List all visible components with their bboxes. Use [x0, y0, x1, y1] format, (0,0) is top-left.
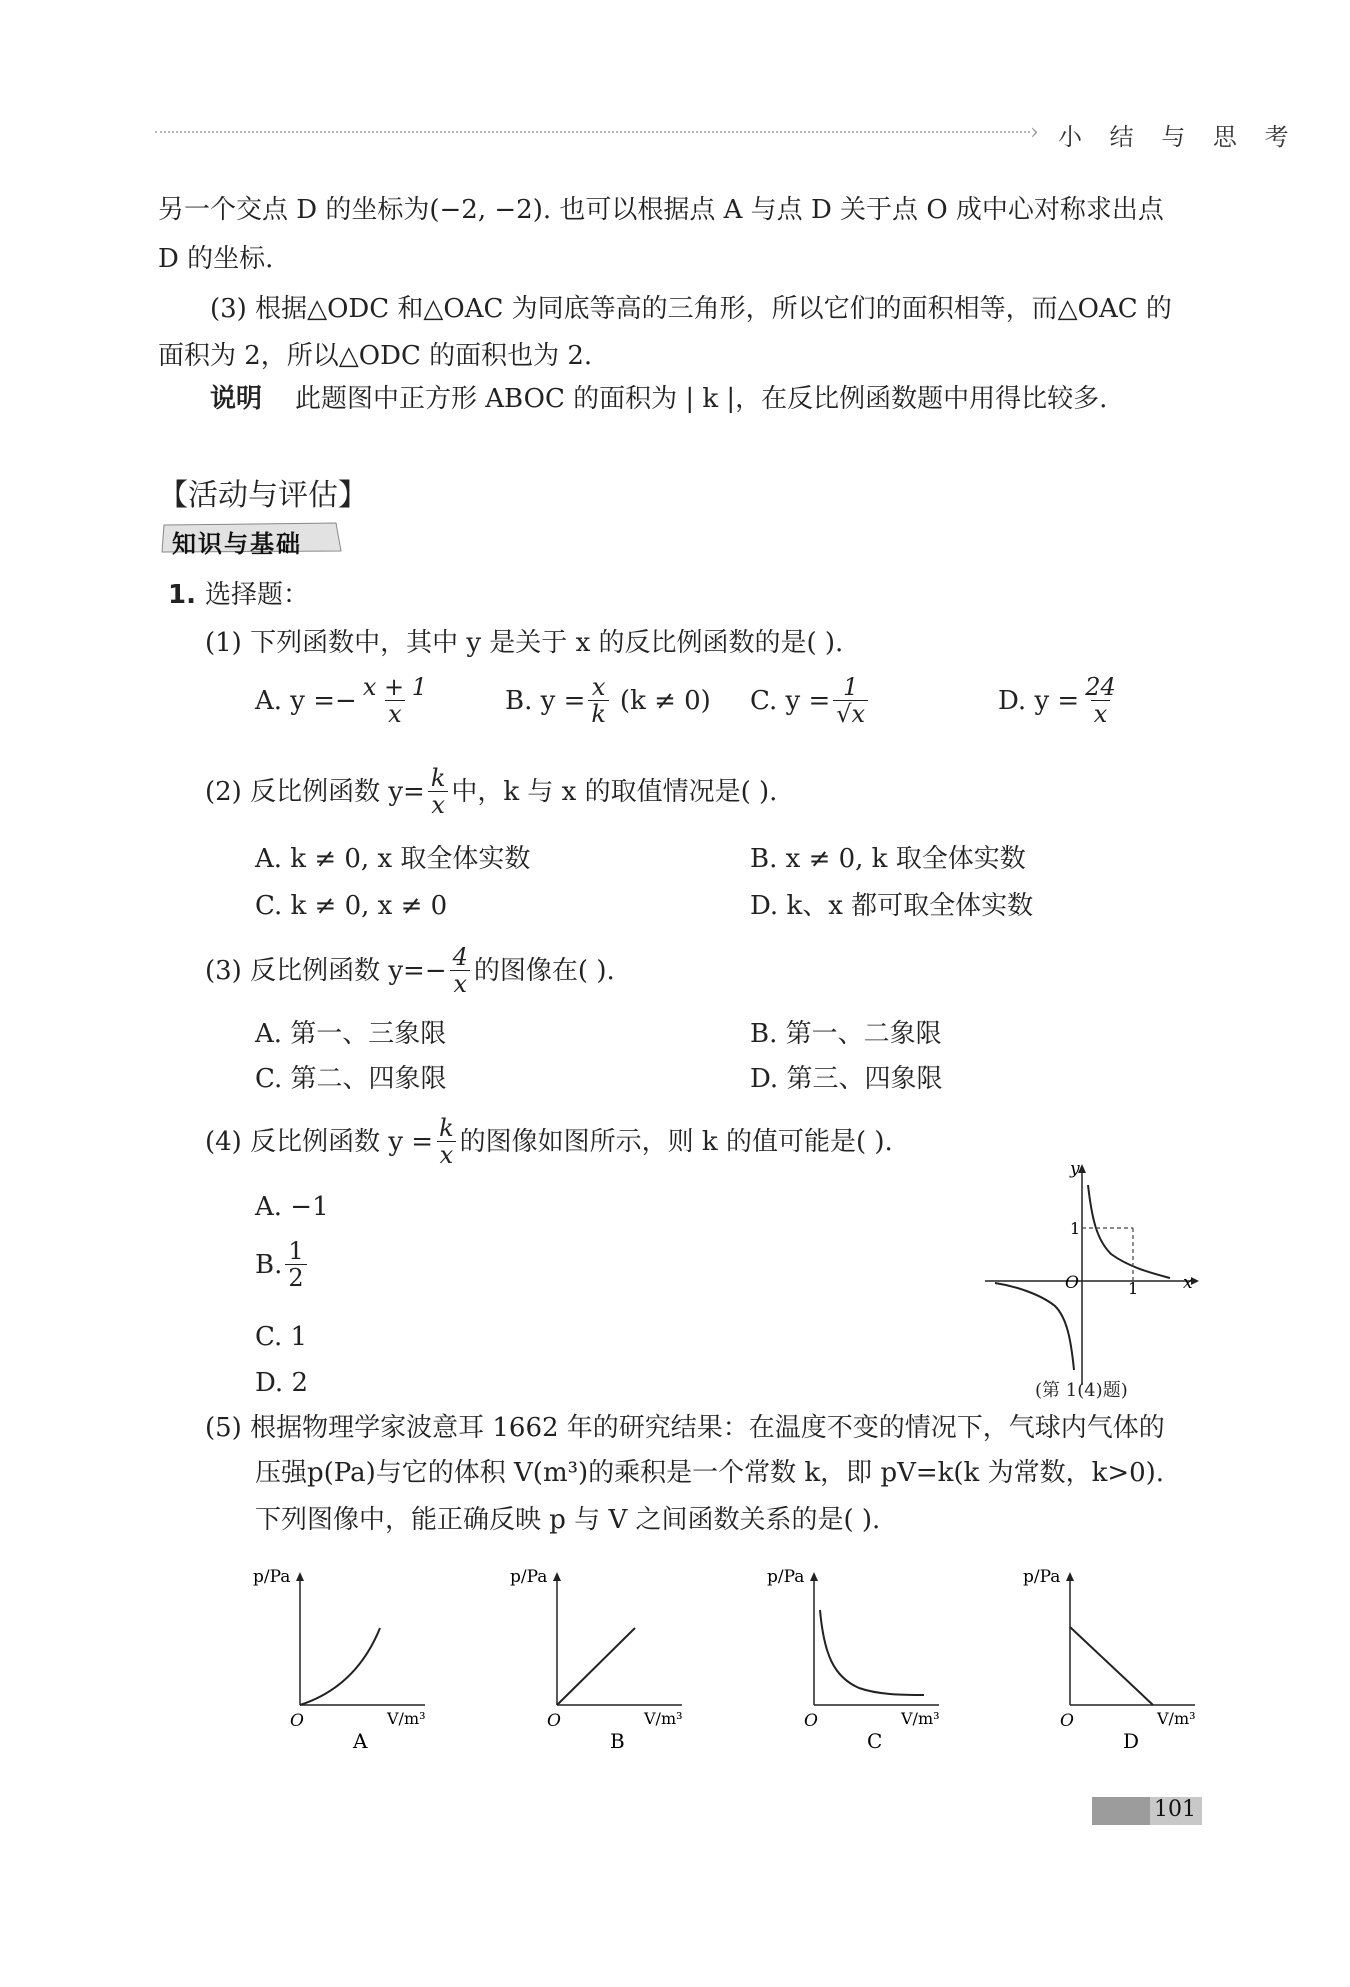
q1-5-graph-b	[507, 1560, 697, 1760]
q1-5-graph-b-y-arrow-icon	[553, 1572, 561, 1581]
note-label: 说明	[210, 384, 263, 414]
q1-4-option-d: D. 2	[255, 1368, 308, 1398]
section-badge-label: 知识与基础	[172, 530, 302, 558]
q1-5-graph-a	[250, 1560, 440, 1760]
q1-4-option-a: A. −1	[255, 1192, 329, 1222]
q1-2-stem-fraction	[428, 765, 449, 819]
q1-4-stem-fraction	[436, 1115, 457, 1169]
q1-4-option-b-den: 2	[285, 1264, 306, 1291]
header-section: 小 结 与 思 考	[1058, 123, 1299, 151]
q1-1-option-b-label: B. y =	[505, 685, 586, 716]
q1-1-option-c-num: 1	[843, 673, 859, 701]
part3-line-2: 面积为 2，所以△ODC 的面积也为 2.	[158, 341, 593, 371]
q1-1-option-b-num: x	[591, 673, 606, 701]
q1-3-frac-num: 4	[452, 943, 468, 971]
q1-2-frac-den: x	[428, 791, 448, 818]
q1-3-stem-pre: (3) 反比例函数 y=−	[205, 955, 447, 986]
q1-5-graph-c-y-arrow-icon	[810, 1572, 818, 1581]
note-text: 此题图中正方形 ABOC 的面积为 | k |，在反比例函数题中用得比较多.	[295, 384, 1108, 414]
q1-5-graph-b-label: B	[610, 1729, 625, 1753]
q1-4-option-b	[255, 1238, 310, 1292]
q1-5-graph-c-xlabel: V/m³	[901, 1709, 940, 1728]
section-badge	[160, 521, 343, 558]
q1-5-graph-d-ylabel: p/Pa	[1023, 1567, 1061, 1587]
q1-1-option-b-den: k	[588, 700, 609, 727]
q1-1-option-c-label: C. y =	[750, 685, 831, 716]
q1-5-line-3: 下列图像中，能正确反映 p 与 V 之间函数关系的是( ).	[255, 1505, 881, 1535]
header-arrow-icon: ›	[1030, 120, 1039, 145]
q1-4-stem-post: 的图像如图所示，则 k 的值可能是( ).	[459, 1126, 893, 1157]
q1-5-graph-a-curve	[300, 1628, 380, 1705]
q1-5-graph-c	[764, 1560, 954, 1760]
q1-5-graph-a-y-arrow-icon	[296, 1572, 304, 1581]
q1-3-option-c: C. 第二、四象限	[255, 1064, 447, 1094]
q1-1-option-a-fraction	[360, 674, 430, 728]
q1-2-stem-pre: (2) 反比例函数 y=	[205, 776, 425, 807]
q1-3-option-d: D. 第三、四象限	[750, 1064, 943, 1094]
q1-4-figure-caption: (第 1(4)题)	[1035, 1380, 1128, 1401]
q1-3-frac-den: x	[450, 970, 470, 997]
q1-5-line-2: 压强p(Pa)与它的体积 V(m³)的乘积是一个常数 k，即 pV=k(k 为常数，k>0).	[255, 1458, 1165, 1488]
q1-number: 1.	[168, 580, 196, 610]
q1-3-option-b: B. 第一、二象限	[750, 1019, 942, 1049]
q1-2-option-a: A. k ≠ 0, x 取全体实数	[255, 844, 531, 874]
header-rule	[155, 131, 1030, 133]
q1-title: 选择题：	[205, 580, 310, 610]
q1-2-option-c: C. k ≠ 0, x ≠ 0	[255, 891, 448, 921]
q1-5-line-1: (5) 根据物理学家波意耳 1662 年的研究结果：在温度不变的情况下，气球内气体的	[205, 1413, 1165, 1443]
q1-4-fig-origin: O	[1065, 1273, 1079, 1293]
q1-5-graph-d-origin: O	[1060, 1711, 1074, 1731]
q1-1-option-b-fraction	[588, 674, 609, 728]
q1-5-graph-d-y-arrow-icon	[1066, 1572, 1074, 1581]
q1-5-graph-d	[1020, 1560, 1210, 1760]
q1-1-option-d-label: D. y =	[998, 685, 1080, 716]
q1-4-curve-q3	[995, 1283, 1074, 1370]
q1-2-stem	[205, 765, 777, 819]
q1-1-option-d-num: 24	[1085, 673, 1116, 701]
q1-5-graph-b-line	[557, 1628, 635, 1705]
q1-4-option-b-num: 1	[288, 1237, 304, 1265]
q1-3-stem	[205, 944, 615, 998]
q1-5-graph-b-origin: O	[547, 1711, 561, 1731]
section-title: 【活动与评估】	[158, 478, 368, 513]
q1-2-option-d: D. k、x 都可取全体实数	[750, 891, 1034, 921]
q1-1-option-a	[255, 674, 433, 728]
q1-4-fig-y: y	[1070, 1160, 1080, 1179]
q1-5-graph-a-xlabel: V/m³	[387, 1709, 426, 1728]
q1-3-option-a: A. 第一、三象限	[255, 1019, 447, 1049]
q1-5-graph-b-xlabel: V/m³	[644, 1709, 683, 1728]
q1-1-option-c	[750, 674, 871, 728]
q1-1-stem: (1) 下列函数中，其中 y 是关于 x 的反比例函数的是( ).	[205, 628, 844, 658]
q1-2-frac-num: k	[430, 764, 446, 792]
q1-4-option-b-label: B.	[255, 1249, 283, 1280]
q1-3-stem-post: 的图像在( ).	[473, 955, 615, 986]
q1-1-option-d	[998, 674, 1122, 728]
q1-4-option-b-fraction	[285, 1238, 306, 1292]
q1-1-option-c-den: √x	[833, 700, 868, 727]
part3-line-1: (3) 根据△ODC 和△OAC 为同底等高的三角形，所以它们的面积相等，而△OAC 的	[210, 294, 1172, 324]
q1-1-option-a-label: A. y =−	[255, 685, 357, 716]
continuation-line-2: D 的坐标.	[158, 244, 274, 274]
continuation-line-1: 另一个交点 D 的坐标为(−2, −2). 也可以根据点 A 与点 D 关于点 O 成中心对称求出点	[158, 195, 1164, 225]
q1-4-option-c: C. 1	[255, 1322, 308, 1352]
q1-2-option-b: B. x ≠ 0, k 取全体实数	[750, 844, 1026, 874]
q1-4-curve-q1	[1088, 1185, 1170, 1278]
q1-4-fig-tick-y: 1	[1070, 1219, 1081, 1238]
q1-5-graph-b-ylabel: p/Pa	[510, 1567, 548, 1587]
q1-3-stem-fraction	[450, 944, 471, 998]
q1-4-frac-num: k	[439, 1114, 454, 1142]
q1-5-graph-c-ylabel: p/Pa	[767, 1567, 805, 1587]
page-number: 101	[1154, 1797, 1196, 1822]
q1-2-stem-post: 中，k 与 x 的取值情况是( ).	[451, 776, 778, 807]
q1-4-stem-pre: (4) 反比例函数 y =	[205, 1126, 434, 1157]
q1-5-graph-c-label: C	[867, 1729, 883, 1753]
q1-5-graph-c-origin: O	[804, 1711, 818, 1731]
q1-5-graph-a-label: A	[353, 1729, 368, 1753]
q1-1-option-a-den: x	[385, 700, 405, 727]
q1-1-option-b-cond: (k ≠ 0)	[619, 685, 711, 716]
q1-5-graph-c-curve	[820, 1610, 924, 1695]
q1-5-graph-a-ylabel: p/Pa	[253, 1567, 291, 1587]
q1-1-option-d-den: x	[1091, 700, 1111, 727]
q1-1-option-b	[505, 674, 711, 728]
q1-4-figure	[985, 1160, 1205, 1400]
q1-1-option-d-fraction	[1082, 674, 1119, 728]
q1-4-frac-den: x	[437, 1141, 457, 1168]
q1-5-graph-a-origin: O	[290, 1711, 304, 1731]
q1-5-graph-d-line	[1070, 1627, 1153, 1705]
q1-5-graph-d-label: D	[1123, 1729, 1140, 1753]
q1-4-fig-tick-x: 1	[1128, 1279, 1139, 1298]
q1-1-option-a-num: x + 1	[362, 673, 428, 701]
q1-5-graph-d-xlabel: V/m³	[1157, 1709, 1196, 1728]
q1-4-fig-x: x	[1183, 1273, 1193, 1293]
q1-1-option-c-fraction	[833, 674, 868, 728]
q1-4-stem	[205, 1115, 893, 1169]
